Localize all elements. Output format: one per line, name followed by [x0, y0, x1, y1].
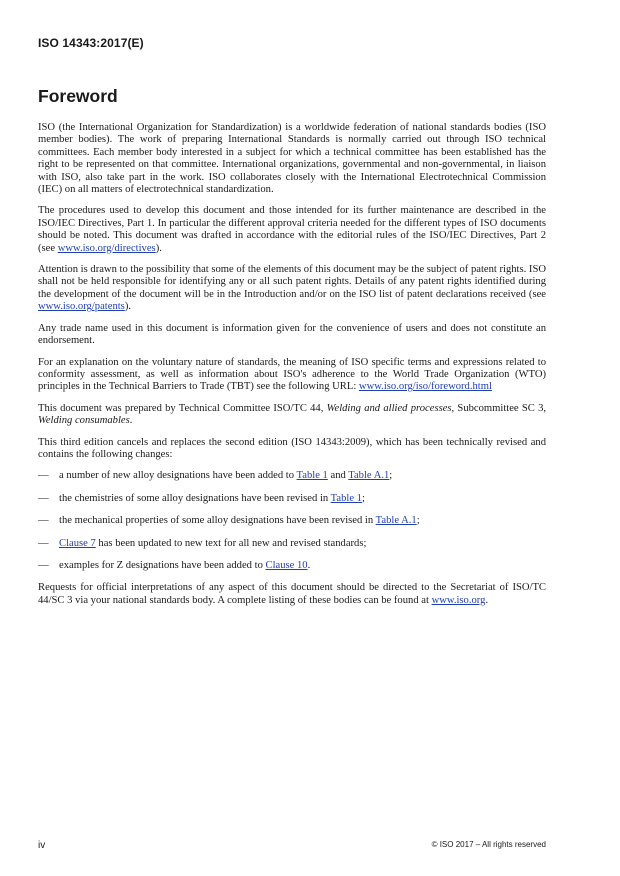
list-text: a number of new alloy designations have been added to — [59, 470, 297, 482]
paragraph-text: For an explanation on the voluntary nature of standards, the meaning of ISO specific terms and expressions related to conformity assessment, as well as information about ISO's adherence to the World Trade Organization (WTO) principles in the Technical Barriers to Trade (TBT) see the following URL: — [38, 356, 546, 393]
directives-link[interactable]: www.iso.org/directives — [57, 242, 156, 254]
paragraph-committee — [38, 403, 546, 428]
list-text: and — [327, 470, 349, 482]
paragraph-text: Any trade name used in this document is information given for the convenience of users and does not constitute an endorsement. — [38, 322, 546, 347]
table-1-link[interactable]: Table 1 — [296, 470, 328, 482]
patents-link[interactable]: www.iso.org/patents — [38, 301, 125, 313]
paragraph-text: . — [485, 594, 489, 606]
list-text: ; — [389, 470, 393, 482]
list-item-text — [59, 470, 392, 482]
list-dash: — — [38, 537, 49, 549]
paragraph-text: Attention is drawn to the possibility that some of the elements of this document may be the subject of patent rights. ISO shall not be held responsible for identifying any or all such patent rights. Details of any patent rights identified during the development of the document will be in the Introduction and/or on the ISO list of patent declarations received (see — [38, 264, 546, 300]
copyright-notice: © ISO 2017 – All rights reserved — [431, 840, 546, 849]
list-item — [38, 493, 546, 505]
page-number: iv — [38, 840, 46, 851]
foreword-url-link[interactable]: www.iso.org/iso/foreword.html — [358, 381, 492, 393]
table-1-link[interactable]: Table 1 — [330, 492, 362, 504]
list-dash: — — [38, 515, 49, 527]
list-item-text — [59, 538, 366, 550]
paragraph-text: ). — [155, 242, 162, 254]
paragraph-text: , Subcommittee SC 3, — [451, 402, 547, 414]
list-text: examples for Z designations have been added to — [59, 559, 266, 571]
list-text: ; — [361, 492, 365, 504]
list-text: ; — [416, 515, 420, 527]
paragraph-text: . — [129, 415, 133, 427]
list-text: . — [307, 559, 311, 571]
list-dash: — — [38, 559, 49, 571]
paragraph-text: This document was prepared by Technical Committee ISO/TC 44, — [38, 402, 327, 414]
paragraph-voluntary-nature — [38, 357, 546, 394]
subcommittee-title: Welding consumables — [38, 415, 130, 427]
paragraph-text: This third edition cancels and replaces the second edition (ISO 14343:2009), which has been technically revised and contains the following changes: — [38, 436, 546, 460]
foreword-body — [38, 122, 546, 616]
list-item — [38, 538, 546, 550]
list-item-text — [59, 493, 365, 505]
list-item — [38, 515, 546, 527]
paragraph-trade-name — [38, 323, 546, 348]
clause-7-link[interactable]: Clause 7 — [59, 537, 96, 549]
iso-org-link[interactable]: www.iso.org — [431, 594, 486, 606]
page-title: Foreword — [38, 86, 118, 106]
paragraph-interpretations — [38, 582, 546, 607]
paragraph-iso-intro — [38, 122, 546, 196]
paragraph-text: The procedures used to develop this document and those intended for its further maintenance are described in the ISO/IEC Directives, Part 1. In particular the different approval criteria needed for the different types of ISO documents should be noted. This document was drafted in accordance with the editorial rules of the ISO/IEC Directives, Part 2 (see — [38, 205, 546, 254]
paragraph-text: Requests for official interpretations of any aspect of this document should be directed to the Secretariat of ISO/TC 44/SC 3 via your national standards body. A complete listing of these bodies can be found at — [38, 582, 546, 606]
table-a1-link[interactable]: Table A.1 — [348, 470, 390, 482]
list-dash: — — [38, 492, 49, 504]
list-dash: — — [38, 470, 49, 482]
list-item — [38, 470, 546, 482]
paragraph-patents — [38, 264, 546, 314]
document-id: ISO 14343:2017(E) — [38, 36, 144, 50]
list-item-text — [59, 560, 310, 572]
list-text: has been updated to new text for all new and revised standards; — [95, 537, 367, 549]
list-item — [38, 560, 546, 572]
paragraph-procedures — [38, 205, 546, 255]
paragraph-edition — [38, 437, 546, 462]
list-text: the mechanical properties of some alloy designations have been revised in — [59, 515, 376, 527]
committee-title: Welding and allied processes — [326, 402, 452, 414]
list-item-text — [59, 515, 420, 527]
table-a1-link[interactable]: Table A.1 — [375, 515, 417, 527]
paragraph-text: ISO (the International Organization for Standardization) is a worldwide federation of national standards bodies (ISO member bodies). The work of preparing International Standards is normally carried out through ISO technical committees. Each member body interested in a subject for which a technical committee has been established has the right to be represented on that committee. International organizations, governmental and non-governmental, in liaison with ISO, also take part in the work. ISO collaborates closely with the International Electrotechnical Commission (IEC) on all matters of electrotechnical standardization. — [38, 122, 546, 196]
list-text: the chemistries of some alloy designations have been revised in — [59, 492, 331, 504]
clause-10-link[interactable]: Clause 10 — [265, 559, 308, 571]
paragraph-text: ). — [124, 301, 131, 313]
